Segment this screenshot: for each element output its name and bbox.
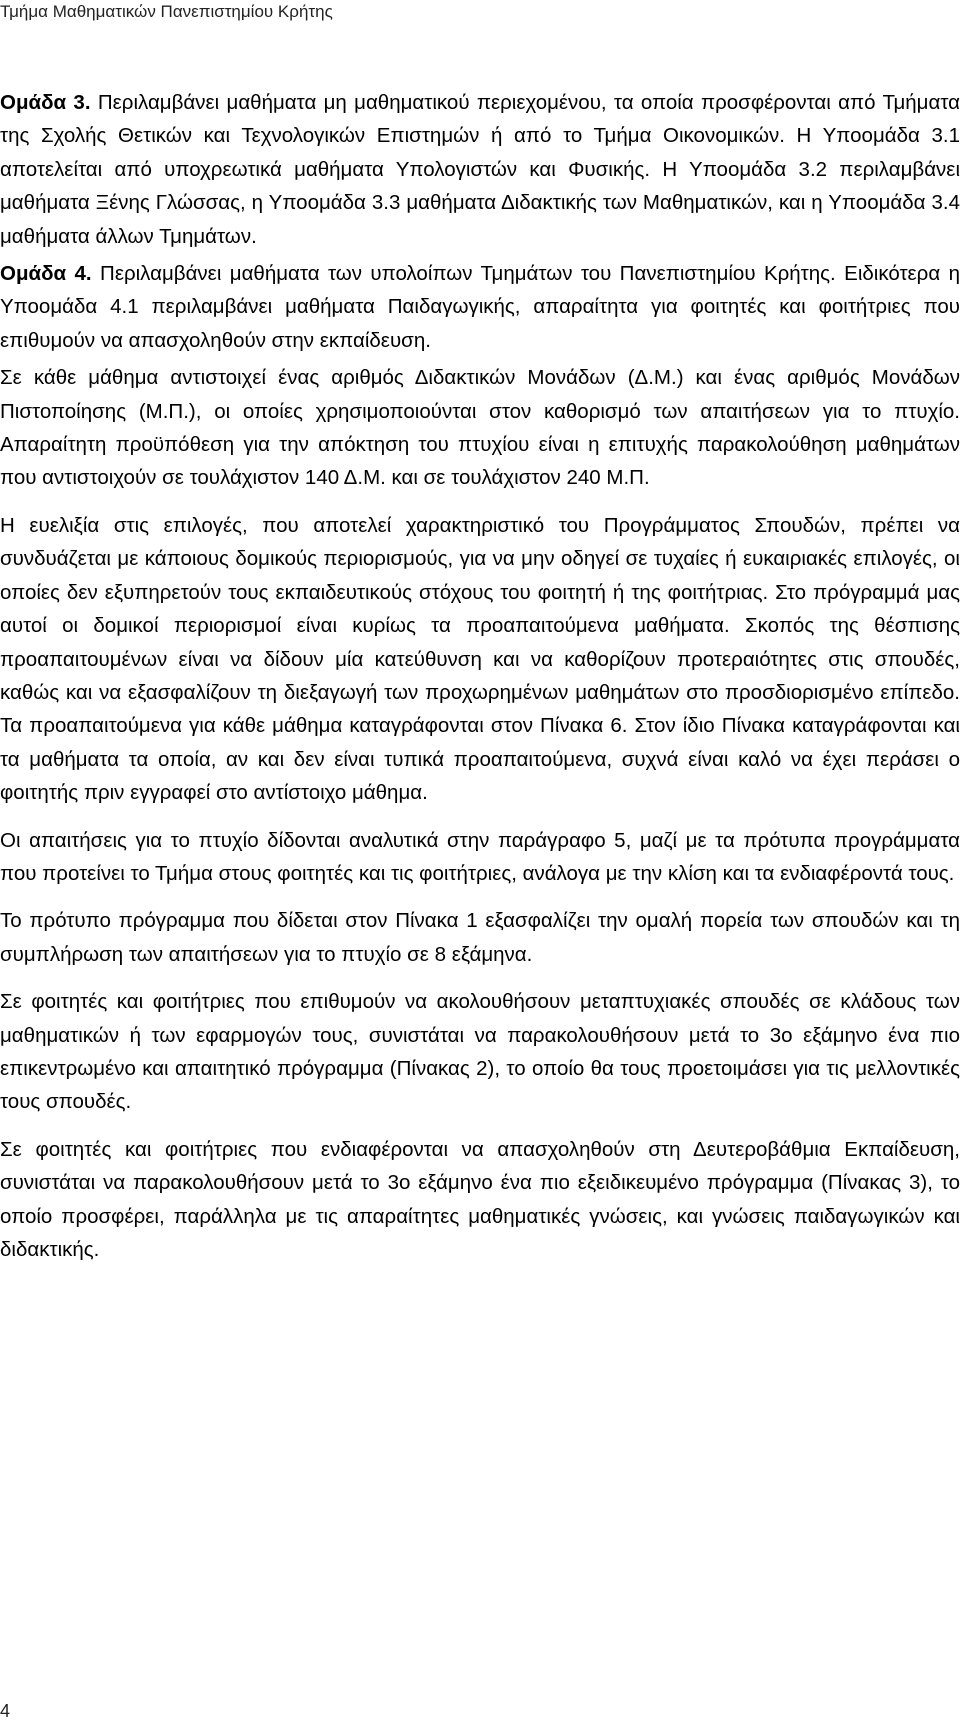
paragraph-postgraduate-track: Σε φοιτητές και φοιτήτριες που επιθυμούν να ακολουθήσουν μεταπτυχιακές σπουδές σε κλάδους των μαθηματικών ή των εφαρμογών τους, συνιστάται να παρακολουθήσουν μετά το 3ο εξάμηνο ένα πιο επικεντρωμένο και απαιτητικό πρόγραμμα (Πίνακας 2), το οποίο θα τους προετοιμάσει για τις μελλοντικές τους σπουδές. (0, 990, 960, 1114)
paragraph-education-track: Σε φοιτητές και φοιτήτριες που ενδιαφέρονται να απασχοληθούν στη Δευτεροβάθμια Εκπαίδευση, συνιστάται να παρακολουθήσουν μετά το 3ο εξάμηνο ένα πιο εξειδικευμένο πρόγραμμα (Πίνακας 3), το οποίο προσφέρει, παράλληλα με τις απαραίτητες μαθηματικές γνώσεις, και γνώσεις παιδαγωγικών και διδακτικής. (0, 1137, 960, 1261)
paragraph-group-4 (0, 257, 960, 357)
group-4-text: Περιλαμβάνει μαθήματα των υπολοίπων Τμημάτων του Πανεπιστημίου Κρήτης. Ειδικότερα η Υποομάδα 4.1 περιλαμβάνει μαθήματα Παιδαγωγικής, απαραίτητα για φοιτητές και φοιτήτριες που επιθυμούν να απασχοληθούν στην εκπαίδευση. (0, 262, 960, 352)
page-number: 4 (0, 1701, 11, 1721)
document-body (0, 86, 960, 1280)
paragraph-standard-program: Το πρότυπο πρόγραμμα που δίδεται στον Πίνακα 1 εξασφαλίζει την ομαλή πορεία των σπουδών και τη συμπλήρωση των απαιτήσεων για το πτυχίο σε 8 εξάμηνα. (0, 909, 960, 966)
group-3-heading: Ομάδα 3. (0, 91, 91, 114)
paragraph-credit-units: Σε κάθε μάθημα αντιστοιχεί ένας αριθμός Διδακτικών Μονάδων (Δ.Μ.) και ένας αριθμός Μονάδων Πιστοποίησης (Μ.Π.), οι οποίες χρησιμοποιούνται στον καθορισμό των απαιτήσεων για το πτυχίο. Απαραίτητη προϋπόθεση για την απόκτηση του πτυχίου είναι η επιτυχής παρακολούθηση μαθημάτων που αντιστοιχούν σε τουλάχιστον 140 Δ.Μ. και σε τουλάχιστον 240 Μ.Π. (0, 366, 960, 490)
paragraph-group-3 (0, 86, 960, 253)
running-header: Τμήμα Μαθηματικών Πανεπιστημίου Κρήτης (0, 2, 333, 21)
paragraph-prerequisites: Η ευελιξία στις επιλογές, που αποτελεί χαρακτηριστικό του Προγράμματος Σπουδών, πρέπει να συνδυάζεται με κάποιους δομικούς περιορισμούς, για να μην οδηγεί σε τυχαίες ή ευκαιριακές επιλογές, οι οποίες δεν εξυπηρετούν τους εκπαιδευτικούς στόχους του φοιτητή ή της φοιτήτριας. Στο πρόγραμμά μας αυτοί οι δομικοί περιορισμοί είναι κυρίως τα προαπαιτούμενα μαθήματα. Σκοπός της θέσπισης προαπαιτουμένων είναι να δίδουν μία κατεύθυνση και να καθορίζουν προτεραιότητες στις σπουδές, καθώς και να εξασφαλίζουν τη διεξαγωγή των προχωρημένων μαθημάτων στο προσδιορισμένο επίπεδο. Τα προαπαιτούμενα για κάθε μάθημα καταγράφονται στον Πίνακα 6. Στον ίδιο Πίνακα καταγράφονται και τα μαθήματα τα οποία, αν και δεν είναι τυπικά προαπαιτούμενα, συχνά είναι καλό να έχει περάσει ο φοιτητής πριν εγγραφεί στο αντίστοιχο μάθημα. (0, 513, 960, 805)
group-3-text: Περιλαμβάνει μαθήματα μη μαθηματικού περιεχομένου, τα οποία προσφέρονται από Τμήματα της Σχολής Θετικών και Τεχνολογικών Επιστημών ή από το Τμήμα Οικονομικών. Η Υποομάδα 3.1 αποτελείται από υποχρεωτικά μαθήματα Υπολογιστών και Φυσικής. Η Υποομάδα 3.2 περιλαμβάνει μαθήματα Ξένης Γλώσσας, η Υποομάδα 3.3 μαθήματα Διδακτικής των Μαθηματικών, και η Υποομάδα 3.4 μαθήματα άλλων Τμημάτων. (0, 91, 960, 248)
group-4-heading: Ομάδα 4. (0, 262, 92, 286)
paragraph-degree-requirements: Οι απαιτήσεις για το πτυχίο δίδονται αναλυτικά στην παράγραφο 5, μαζί με τα πρότυπα προγράμματα που προτείνει το Τμήμα στους φοιτητές και τις φοιτήτριες, ανάλογα με την κλίση και τα ενδιαφέροντά τους. (0, 828, 960, 885)
